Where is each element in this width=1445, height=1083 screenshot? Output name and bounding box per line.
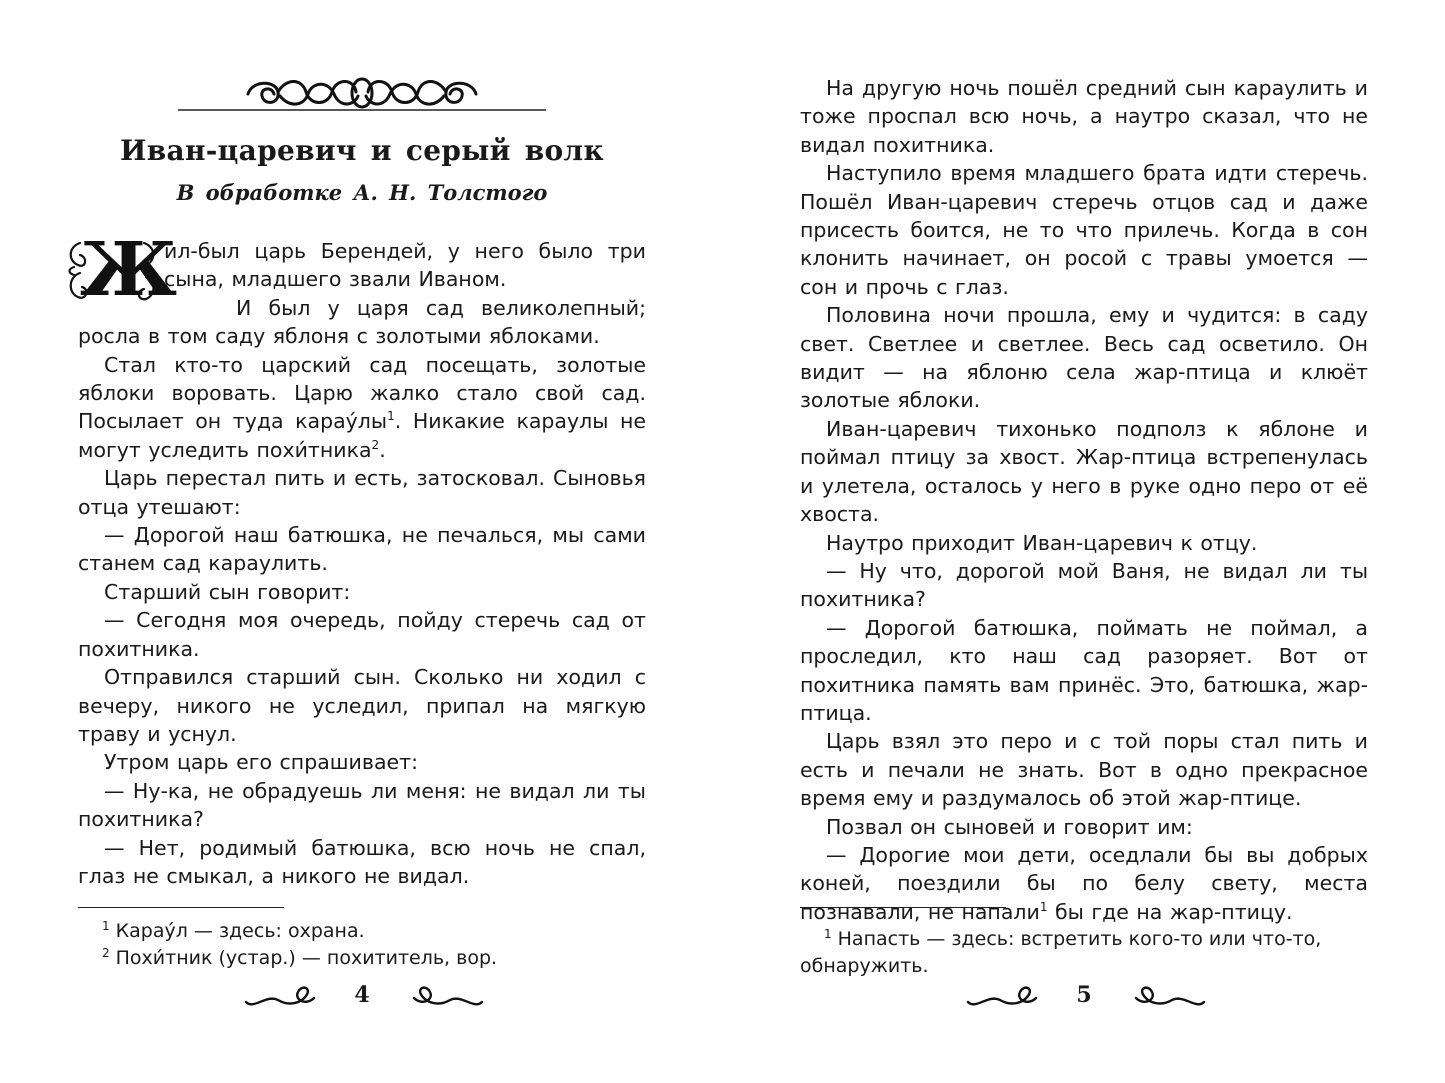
- paragraph: Наутро приходит Иван-царевич к отцу.: [826, 530, 1258, 555]
- folio-swirl-right-icon: [1134, 984, 1206, 1010]
- paragraph: Царь взял это перо и с той поры стал пить и есть и печали не знать. Вот в одно прекрасное время ему и раздумалось об этой жар-птице.: [800, 729, 1368, 811]
- paragraph: Царь перестал пить и есть, затосковал. Сыновья отца утешают:: [78, 466, 646, 519]
- paragraph: — Дорогие мои дети, оседлали бы вы добрых коней, поездили бы по белу свету, места познавали, не напали$^1$ бы где на жар-птицу.: [800, 842, 1368, 924]
- left-body-text: [78, 227, 646, 890]
- footnote-ref: 1: [1039, 899, 1048, 914]
- paragraph: — Ну-ка, не обрадуешь ли меня: не видал ли ты похитника?: [78, 778, 646, 832]
- page-number-block: [954, 980, 1214, 1014]
- right-footnotes: [800, 926, 1368, 980]
- paragraph: Ж ил-был царь Берендей, у него было три сына, младшего звали Иваном.: [78, 237, 646, 294]
- paragraph: Иван-царевич тихонько подполз к яблоне и поймал птицу за хвост. Жар-птица встрепенулась и улетела, осталось у него в руке одно перо от её хвоста.: [800, 416, 1368, 527]
- paragraph: Утром царь его спрашивает:: [104, 750, 418, 775]
- paragraph: — Дорогой наш батюшка, не печалься, мы сами станем сад караулить.: [78, 523, 646, 576]
- paragraph: Отправился старший сын. Сколько ни ходил с вечеру, никого не уследил, припал на мягкую траву и уснул.: [78, 665, 646, 746]
- page-number: 4: [354, 982, 370, 1008]
- paragraph: — Ну что, дорогой мой Ваня, не видал ли ты похитника?: [800, 558, 1368, 612]
- footnote: $^2$ Похи́тник (устар.) — похититель, вор.: [102, 945, 498, 969]
- page-subtitle: В обработке А. Н. Толстого: [176, 180, 548, 205]
- right-page: [722, 0, 1445, 1083]
- paragraph: — Дорогой батюшка, поймать не поймал, а проследил, кто наш сад разоряет. Вот от похитника память вам принёс. Это, батюшка, жар-птица.: [800, 615, 1368, 725]
- page-number: 5: [1076, 982, 1092, 1008]
- paragraph: Наступило время младшего брата идти стеречь. Пошёл Иван-царевич стеречь отцов сад и даже присесть боится, не то что прилечь. Когда в сон клонить начинает, он росой с травы умоется — сон и прочь с глаз.: [800, 161, 1368, 299]
- paragraph: — Нет, родимый батюшка, всю ночь не спал, глаз не смыкал, а никого не видал.: [78, 835, 646, 888]
- paragraph: Стал кто-то царский сад посещать, золотые яблоки воровать. Царю жалко стало свой сад. Посылает он туда $карау́лы^1$. Никакие караулы не могут уследить похи́тника$^2$.: [78, 352, 646, 462]
- page-title: Иван-царевич и серый волк: [120, 134, 604, 167]
- left-page: [0, 0, 722, 1083]
- paragraph: На другую ночь пошёл средний сын караулить и тоже проспал всю ночь, а наутро сказал, что не видал похитника.: [800, 76, 1368, 157]
- page-number-block: [232, 980, 492, 1014]
- drop-cap-letter: Ж: [80, 227, 178, 313]
- paragraph: И был у царя сад великолепный; росла в том саду яблоня с золотыми яблоками.: [78, 295, 646, 349]
- paragraph: — Сегодня моя очередь, пойду стеречь сад от похитника.: [78, 608, 646, 661]
- footnote-rule: [78, 907, 284, 908]
- paragraph: Половина ночи прошла, ему и чудится: в саду свет. Светлее и светлее. Весь сад осветило. Он видит — на яблоню села жар-птица и клюёт золотые яблоки.: [800, 303, 1368, 413]
- paragraph: Старший сын говорит:: [104, 579, 351, 604]
- right-body-text: [800, 74, 1368, 926]
- folio-swirl-right-icon: [412, 984, 484, 1010]
- paragraph: Позвал он сыновей и говорит им:: [826, 814, 1193, 839]
- left-footnotes: [102, 918, 670, 972]
- footnote-ref: 1: [387, 409, 395, 424]
- drop-cap: [66, 227, 178, 313]
- footnote: $^1$ Карау́л — здесь: охрана.: [102, 918, 365, 942]
- footnote-rule: [800, 907, 1006, 908]
- footnote: $^1$ Напасть — здесь: встретить кого-то или что-то, обнаружить.: [800, 926, 1322, 977]
- title-ornament-icon: [178, 70, 546, 116]
- footnote-ref: 2: [371, 438, 380, 453]
